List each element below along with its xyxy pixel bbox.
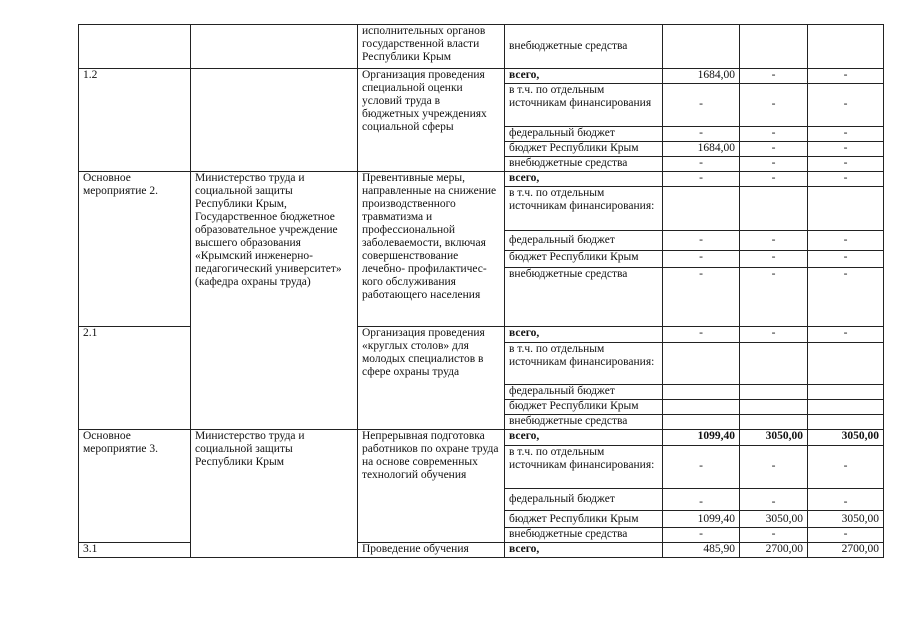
cell-number: Основное мероприятие 3.: [79, 430, 191, 543]
cell-activity: Превентивные меры, направленные на снижение производственного травматизма и профессиональной заболеваемости, включая совершенствование лечебно- профилактичес-кого обслуживания работающего населения: [358, 172, 505, 327]
cell-value: -: [808, 489, 884, 511]
cell-value: [808, 415, 884, 430]
cell-source: внебюджетные средства: [505, 415, 663, 430]
cell-source: федеральный бюджет: [505, 231, 663, 251]
table-row: [79, 25, 884, 69]
cell-value: [808, 343, 884, 385]
cell-activity: Проведение обучения: [358, 543, 505, 558]
cell-source: федеральный бюджет: [505, 489, 663, 511]
cell-source: всего,: [505, 69, 663, 84]
cell-value: -: [808, 127, 884, 142]
cell-executor: Министерство труда и социальной защиты Республики Крым, Государственное бюджетное образовательное учреждение высшего образования «Крымский инженерно-педагогический университет» (кафедра охраны труда): [191, 172, 358, 430]
cell-value: [740, 400, 808, 415]
cell-value: [663, 400, 740, 415]
table-row: [79, 172, 884, 187]
table-row: [79, 430, 884, 446]
cell-source: в т.ч. по отдельным источникам финансирования: [505, 84, 663, 127]
cell-value: [808, 187, 884, 231]
cell-value: -: [663, 489, 740, 511]
cell-value: -: [808, 84, 884, 127]
cell-source: внебюджетные средства: [505, 157, 663, 172]
cell-value: 3050,00: [740, 430, 808, 446]
cell-value: -: [740, 172, 808, 187]
cell-value: -: [808, 142, 884, 157]
cell-number: 2.1: [79, 327, 191, 430]
cell-value: -: [740, 69, 808, 84]
cell-value: [808, 385, 884, 400]
cell-source: всего,: [505, 543, 663, 558]
cell-value: [808, 25, 884, 69]
cell-source: бюджет Республики Крым: [505, 511, 663, 528]
cell-value: 2700,00: [740, 543, 808, 558]
cell-source: бюджет Республики Крым: [505, 251, 663, 268]
cell-source: внебюджетные средства: [505, 25, 663, 69]
cell-value: [740, 415, 808, 430]
cell-executor: [191, 25, 358, 69]
cell-value: [663, 415, 740, 430]
cell-value: -: [740, 84, 808, 127]
cell-value: 1684,00: [663, 69, 740, 84]
cell-value: 485,90: [663, 543, 740, 558]
cell-number: 1.2: [79, 69, 191, 172]
cell-value: -: [808, 268, 884, 327]
cell-value: [663, 25, 740, 69]
cell-value: -: [740, 528, 808, 543]
cell-value: -: [740, 127, 808, 142]
cell-activity: исполнительных органов государственной власти Республики Крым: [358, 25, 505, 69]
cell-value: 1099,40: [663, 430, 740, 446]
cell-value: -: [663, 327, 740, 343]
cell-value: [808, 400, 884, 415]
cell-executor: Министерство труда и социальной защиты Республики Крым: [191, 430, 358, 558]
cell-value: 3050,00: [808, 430, 884, 446]
cell-value: [740, 187, 808, 231]
cell-value: -: [740, 231, 808, 251]
cell-value: -: [740, 251, 808, 268]
cell-value: -: [663, 446, 740, 489]
cell-source: внебюджетные средства: [505, 528, 663, 543]
cell-source: всего,: [505, 430, 663, 446]
cell-number: 3.1: [79, 543, 191, 558]
cell-value: -: [740, 157, 808, 172]
cell-value: [663, 343, 740, 385]
cell-value: -: [808, 231, 884, 251]
cell-value: -: [808, 172, 884, 187]
cell-value: [663, 385, 740, 400]
cell-value: -: [663, 127, 740, 142]
cell-value: 1099,40: [663, 511, 740, 528]
cell-value: [740, 25, 808, 69]
cell-number: Основное мероприятие 2.: [79, 172, 191, 327]
cell-value: -: [663, 251, 740, 268]
cell-source: в т.ч. по отдельным источникам финансирования:: [505, 187, 663, 231]
cell-value: -: [740, 489, 808, 511]
cell-activity: Организация проведения «круглых столов» для молодых специалистов в сфере охраны труда: [358, 327, 505, 430]
cell-source: федеральный бюджет: [505, 127, 663, 142]
cell-value: -: [740, 142, 808, 157]
cell-source: бюджет Республики Крым: [505, 142, 663, 157]
cell-source: всего,: [505, 172, 663, 187]
cell-number: [79, 25, 191, 69]
cell-value: -: [808, 446, 884, 489]
cell-source: в т.ч. по отдельным источникам финансирования:: [505, 343, 663, 385]
cell-executor: [191, 69, 358, 172]
cell-value: 2700,00: [808, 543, 884, 558]
cell-value: -: [663, 268, 740, 327]
cell-activity: Организация проведения специальной оценки условий труда в бюджетных учреждениях социальной сферы: [358, 69, 505, 172]
cell-source: бюджет Республики Крым: [505, 400, 663, 415]
cell-value: -: [663, 231, 740, 251]
cell-activity: Непрерывная подготовка работников по охране труда на основе современных технологий обучения: [358, 430, 505, 543]
cell-value: -: [663, 157, 740, 172]
cell-value: -: [663, 528, 740, 543]
cell-source: внебюджетные средства: [505, 268, 663, 327]
budget-table: [78, 24, 884, 558]
cell-value: 3050,00: [740, 511, 808, 528]
cell-value: 3050,00: [808, 511, 884, 528]
cell-source: федеральный бюджет: [505, 385, 663, 400]
cell-source: всего,: [505, 327, 663, 343]
cell-value: -: [740, 446, 808, 489]
cell-value: -: [808, 327, 884, 343]
cell-value: -: [663, 172, 740, 187]
cell-value: [663, 187, 740, 231]
cell-value: -: [808, 157, 884, 172]
cell-value: [740, 343, 808, 385]
cell-value: -: [740, 327, 808, 343]
cell-value: -: [808, 251, 884, 268]
cell-value: -: [808, 528, 884, 543]
cell-value: -: [808, 69, 884, 84]
cell-source: в т.ч. по отдельным источникам финансирования:: [505, 446, 663, 489]
table-row: [79, 69, 884, 84]
cell-value: [740, 385, 808, 400]
cell-value: 1684,00: [663, 142, 740, 157]
cell-value: -: [663, 84, 740, 127]
cell-value: -: [740, 268, 808, 327]
